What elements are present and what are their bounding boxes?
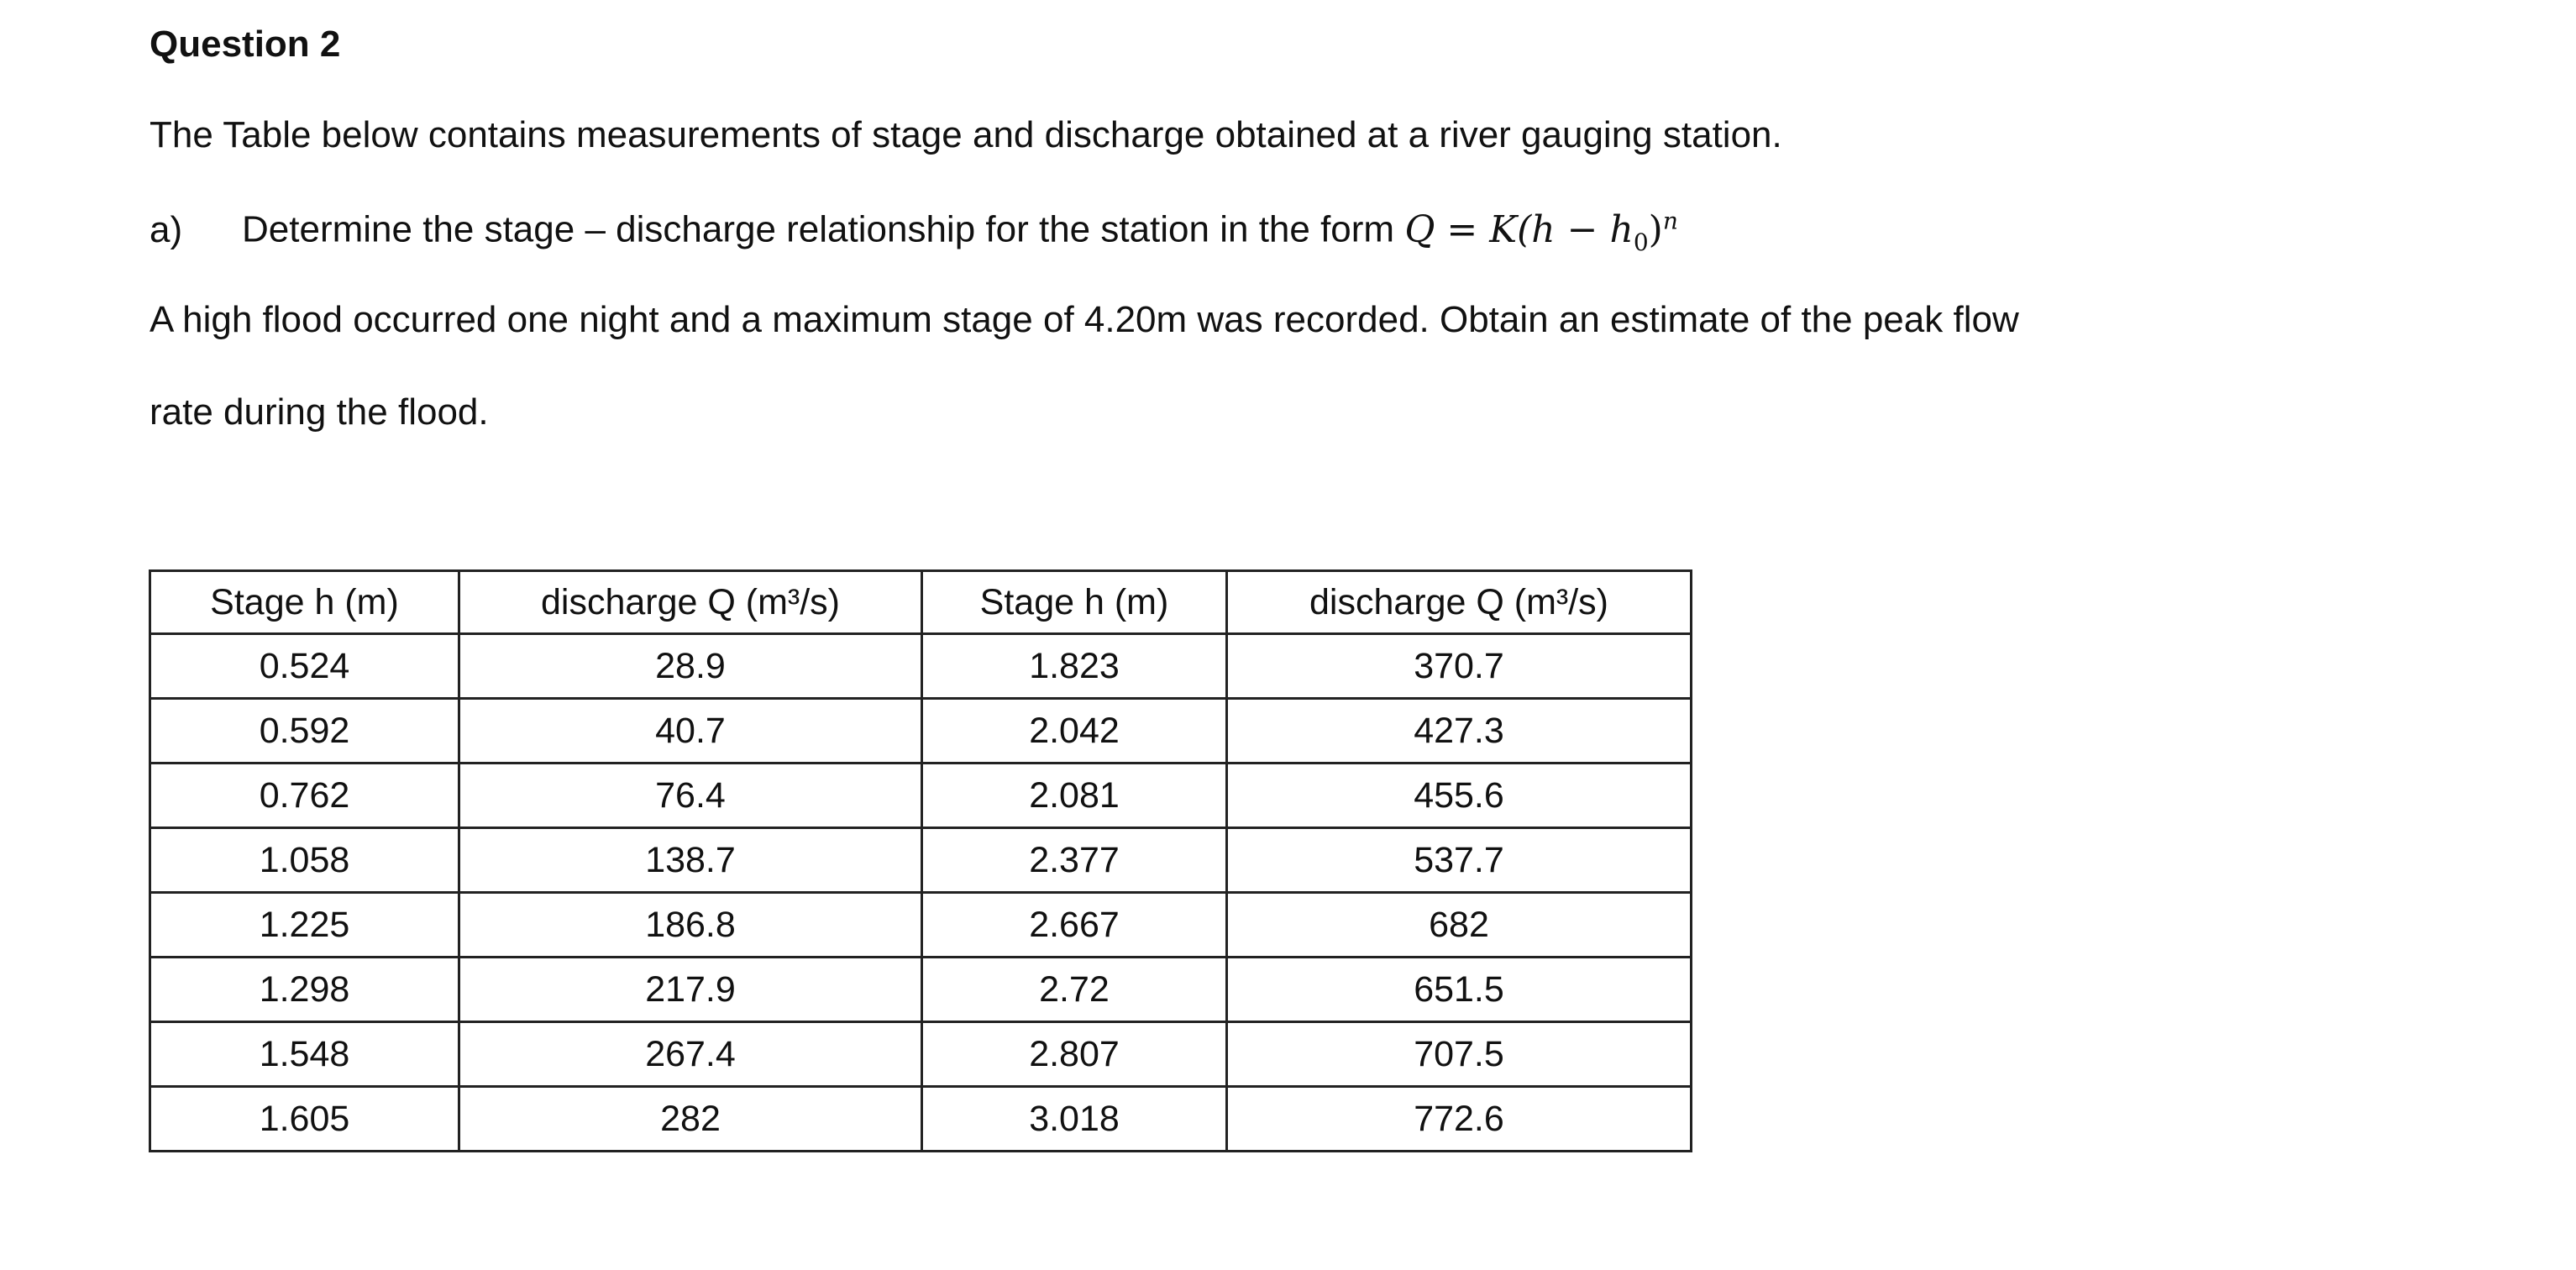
table-cell: 0.592 xyxy=(150,699,459,764)
table-cell: 707.5 xyxy=(1227,1022,1692,1087)
table-cell: 2.377 xyxy=(922,828,1227,893)
table-cell: 537.7 xyxy=(1227,828,1692,893)
formula-sub: 0 xyxy=(1633,228,1649,256)
table-row xyxy=(150,893,1692,958)
intro-text: The Table below contains measurements of stage and discharge obtained at a river gauging station. xyxy=(150,114,1782,155)
formula-exp: n xyxy=(1662,207,1678,234)
table-cell: 1.823 xyxy=(922,634,1227,699)
table-cell: 282 xyxy=(459,1087,922,1152)
table-cell: 76.4 xyxy=(459,764,922,828)
table-row xyxy=(150,958,1692,1022)
table-cell: 2.807 xyxy=(922,1022,1227,1087)
table-cell: 0.524 xyxy=(150,634,459,699)
table-cell: 40.7 xyxy=(459,699,922,764)
flood-text-line1: A high flood occurred one night and a maximum stage of 4.20m was recorded. Obtain an estimate of the peak flow xyxy=(150,299,2019,340)
table-cell: 1.058 xyxy=(150,828,459,893)
table-row xyxy=(150,764,1692,828)
table-row xyxy=(150,1087,1692,1152)
table-cell: 2.081 xyxy=(922,764,1227,828)
formula-close: ) xyxy=(1648,207,1663,251)
formula-rhs: K(h − h xyxy=(1489,207,1634,251)
table-cell: 186.8 xyxy=(459,893,922,958)
header-discharge-2: discharge Q (m³/s) xyxy=(1227,571,1692,634)
table-cell: 3.018 xyxy=(922,1087,1227,1152)
table-cell: 2.042 xyxy=(922,699,1227,764)
table-row xyxy=(150,1022,1692,1087)
table-row xyxy=(150,828,1692,893)
table-cell: 370.7 xyxy=(1227,634,1692,699)
part-a-text: Determine the stage – discharge relationship for the station in the form xyxy=(242,208,1395,250)
table-row xyxy=(150,634,1692,699)
table-cell: 682 xyxy=(1227,893,1692,958)
table-cell: 1.548 xyxy=(150,1022,459,1087)
table-row xyxy=(150,699,1692,764)
header-discharge-1: discharge Q (m³/s) xyxy=(459,571,922,634)
table-cell: 772.6 xyxy=(1227,1087,1692,1152)
question-title: Question 2 xyxy=(150,24,341,65)
header-stage-2: Stage h (m) xyxy=(922,571,1227,634)
stage-discharge-table xyxy=(149,569,1692,1152)
table-header-row xyxy=(150,571,1692,634)
formula-eq: = xyxy=(1446,207,1478,251)
table-cell: 2.72 xyxy=(922,958,1227,1022)
table-cell: 28.9 xyxy=(459,634,922,699)
header-stage-1: Stage h (m) xyxy=(150,571,459,634)
table-cell: 1.225 xyxy=(150,893,459,958)
flood-text-line2: rate during the flood. xyxy=(150,391,489,433)
table-cell: 427.3 xyxy=(1227,699,1692,764)
table-cell: 138.7 xyxy=(459,828,922,893)
formula-lhs: Q xyxy=(1404,207,1435,251)
table-cell: 1.298 xyxy=(150,958,459,1022)
table-cell: 2.667 xyxy=(922,893,1227,958)
part-a-label: a) xyxy=(150,208,183,250)
table-cell: 0.762 xyxy=(150,764,459,828)
table-cell: 267.4 xyxy=(459,1022,922,1087)
table-cell: 217.9 xyxy=(459,958,922,1022)
table-cell: 1.605 xyxy=(150,1087,459,1152)
part-a xyxy=(150,207,1678,255)
table-cell: 455.6 xyxy=(1227,764,1692,828)
rating-curve-formula xyxy=(1404,207,1678,256)
table-cell: 651.5 xyxy=(1227,958,1692,1022)
